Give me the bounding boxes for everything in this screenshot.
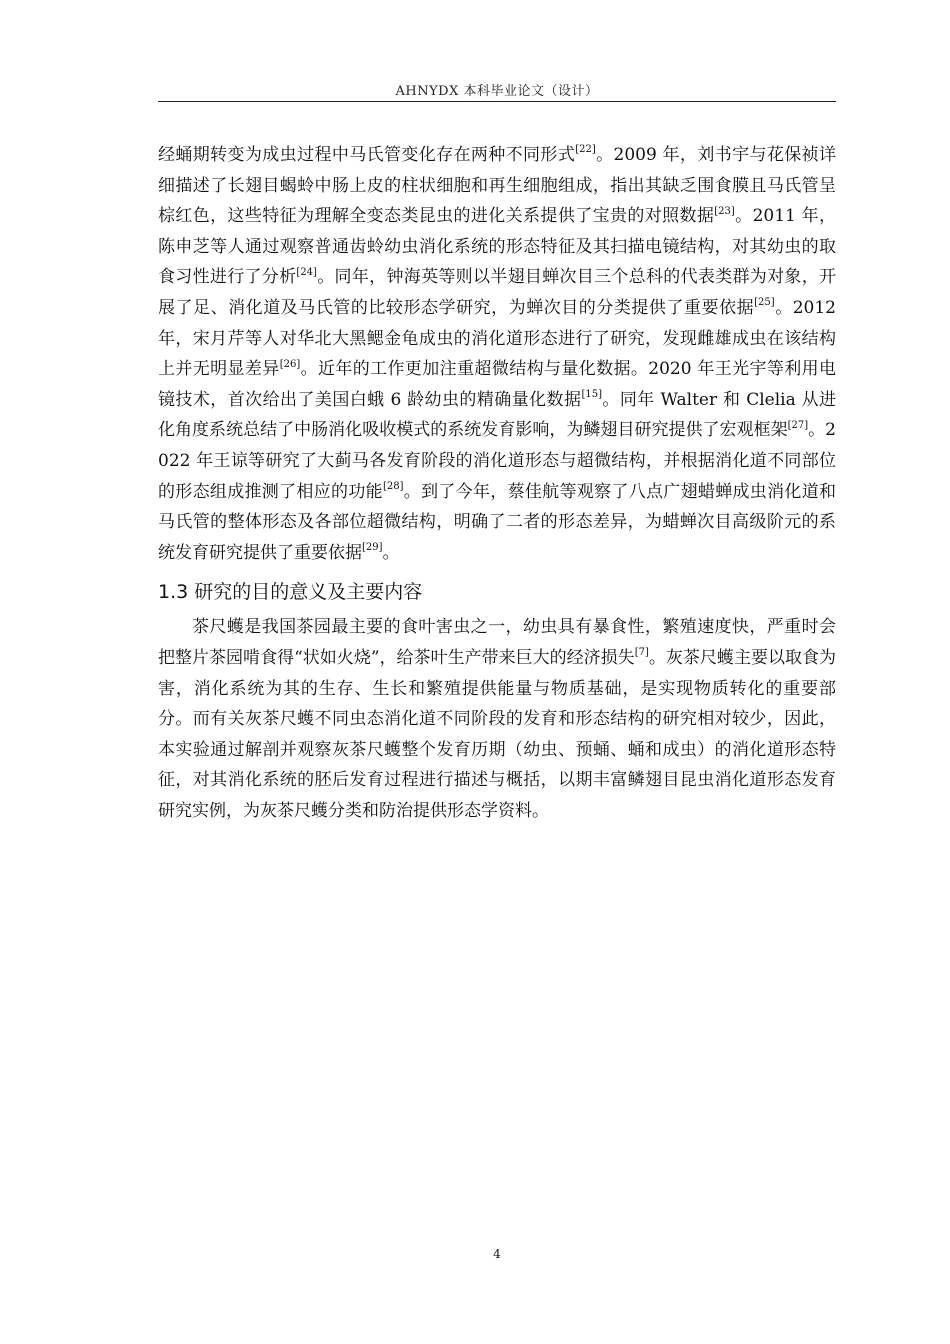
- text-segment: 。2011 年，陈申芝等人通过观察普通齿蛉幼虫消化系统的形态特征及其扫描电镜结构，对其幼虫的取食习性进行了分析: [158, 206, 836, 288]
- citation-ref: [22]: [575, 144, 596, 156]
- citation-ref: [7]: [634, 647, 649, 659]
- text-segment: 。2012 年，宋月芹等人对华北大黑鳃金龟成虫的消化道形态进行了研究，发现雌雄成虫在该结构上并无明显差异: [158, 297, 837, 380]
- citation-ref: [28]: [382, 480, 404, 492]
- text-segment: 。到了今年，蔡佳航等观察了八点广翅蜡蝉成虫消化道和马氏管的整体形态及各部位超微结构，明确了二者的形态差异，为蜡蝉次目高级阶元的系统发育研究提供了重要依据: [158, 481, 837, 563]
- text-segment: 。同年，钟海英等则以半翅目蝉次目三个总科的代表类群为对象，开展了足、消化道及马氏管的比较形态学研究，为蝉次目的分类提供了重要依据: [158, 267, 837, 318]
- paragraph-literature-review: [158, 140, 836, 568]
- section-heading: 1.3 研究的目的意义及主要内容: [158, 581, 423, 604]
- text-segment: 。2009 年，刘书宇与花保祯详细描述了长翅目蝎蛉中肠上皮的柱状细胞和再生细胞组成，指出其缺乏围食膜且马氏管呈棕红色，这些特征为理解全变态类昆虫的进化关系提供了宝贵的对照数据: [158, 145, 837, 227]
- header-divider: [158, 101, 836, 102]
- citation-ref: [15]: [581, 389, 602, 401]
- citation-ref: [29]: [362, 542, 383, 554]
- citation-ref: [27]: [787, 419, 809, 431]
- text-segment: 。同年 Walter 和 Clelia 从进化角度系统总结了中肠消化吸收模式的系统发育影响，为鳞翅目研究提供了宏观框架: [158, 389, 837, 441]
- citation-ref: [24]: [296, 266, 317, 278]
- citation-ref: [26]: [279, 358, 301, 370]
- body-text: [158, 140, 836, 826]
- paragraph-research-purpose: [158, 612, 836, 826]
- citation-ref: [25]: [754, 297, 775, 309]
- text-segment: 。灰茶尺蠖主要以取食为害，消化系统为其的生存、生长和繁殖提供能量与物质基础，是实现物质转化的重要部分。而有关灰茶尺蠖不同虫态消化道不同阶段的发育和形态结构的研究相对较少，因此，本实验通过解剖并观察灰茶尺蠖整个发育历期（幼虫、预蛹、蛹和成虫）的消化道形态特征，对其消化系统的胚后发育过程进行描述与概括，以期丰富鳞翅目昆虫消化道形态发育研究实例，为灰茶尺蠖分类和防治提供形态学资料。: [158, 647, 836, 821]
- page-header: AHNYDX 本科毕业论文（设计）: [395, 84, 599, 99]
- text-segment: 经蛹期转变为成虫过程中马氏管变化存在两种不同形式: [158, 145, 576, 165]
- text-segment: 。2022 年王谅等研究了大蓟马各发育阶段的消化道形态与超微结构，并根据消化道不同部位的形态组成推测了相应的功能: [158, 420, 836, 502]
- text-segment: 。: [382, 542, 400, 563]
- text-segment: 。近年的工作更加注重超微结构与量化数据。2020 年王光宇等利用电镜技术，首次给出了美国白蛾 6 龄幼虫的精确量化数据: [158, 359, 836, 410]
- page-number: 4: [493, 1247, 501, 1261]
- citation-ref: [23]: [714, 205, 735, 217]
- text-segment: 茶尺蠖是我国茶园最主要的食叶害虫之一，幼虫具有暴食性，繁殖速度快，严重时会把整片茶园啃食得“状如火烧”，给茶叶生产带来巨大的经济损失: [158, 617, 836, 668]
